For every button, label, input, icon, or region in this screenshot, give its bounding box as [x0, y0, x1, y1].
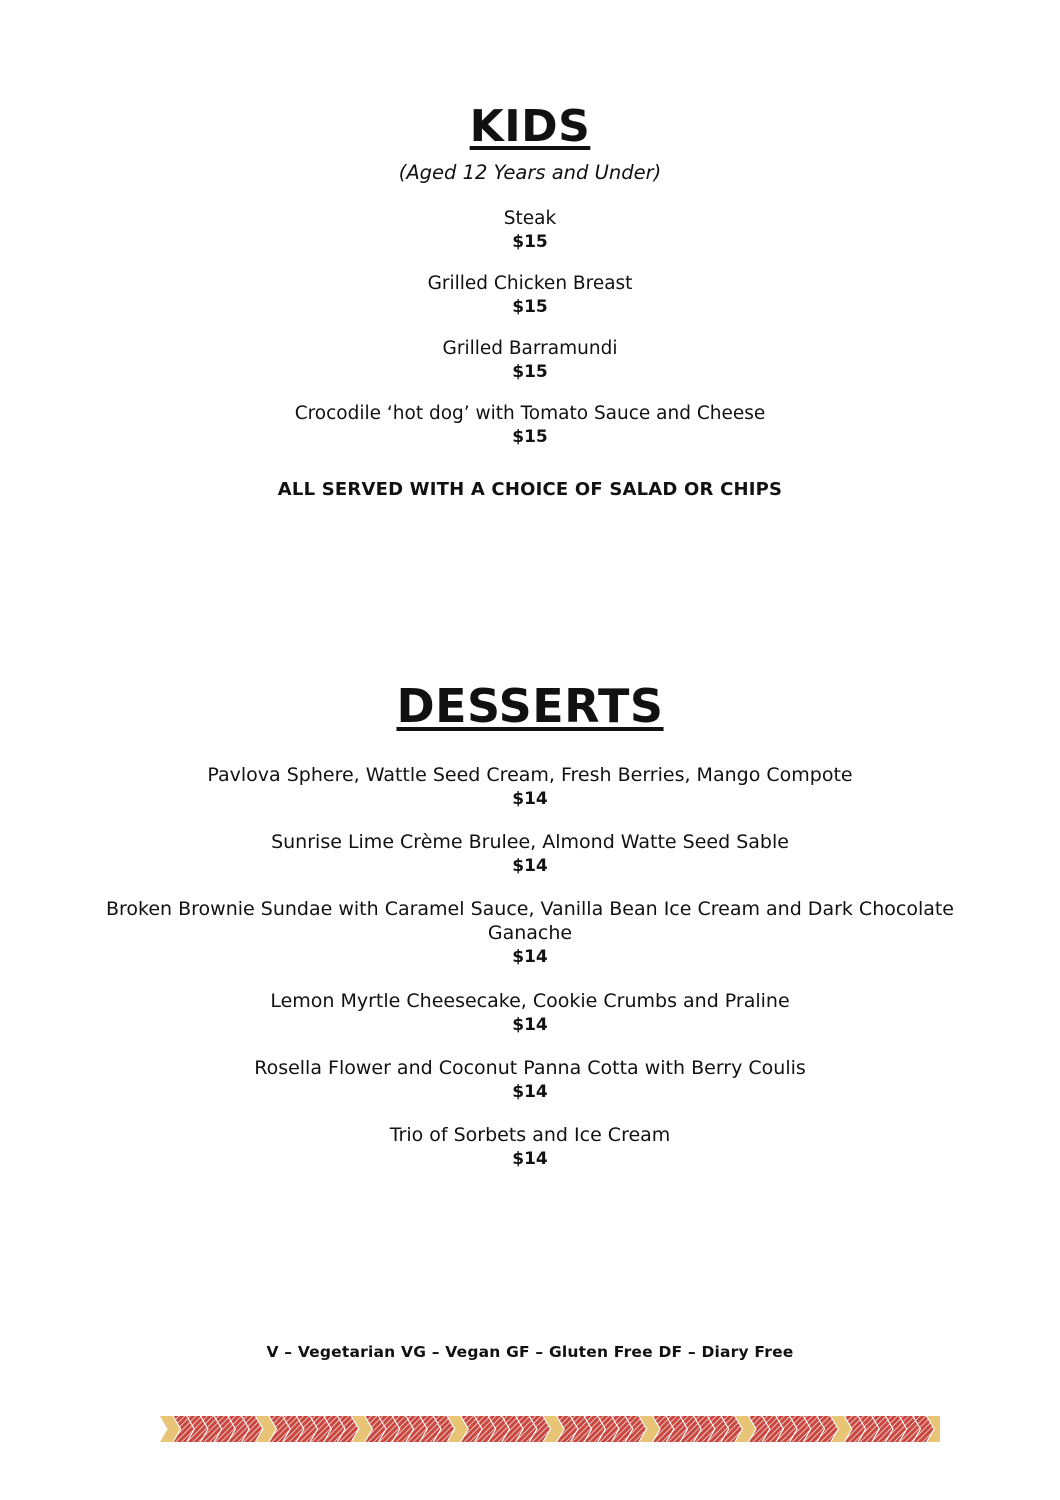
desserts-section [60, 679, 1000, 1170]
kids-subtitle: (Aged 12 Years and Under) [398, 161, 662, 185]
menu-item-price: $14 [512, 1149, 548, 1170]
menu-item-name: Grilled Chicken Breast [427, 272, 633, 294]
menu-item [60, 337, 1000, 383]
menu-item [60, 272, 1000, 318]
menu-item-price: $15 [512, 231, 548, 252]
menu-item-price: $15 [512, 296, 548, 317]
menu-item [60, 1123, 1000, 1170]
menu-item [60, 897, 1000, 968]
menu-item-price: $15 [512, 362, 548, 383]
menu-item [60, 402, 1000, 448]
menu-item-name: Crocodile ‘hot dog’ with Tomato Sauce and Cheese [294, 403, 766, 425]
menu-item-price: $14 [512, 856, 548, 877]
menu-item [60, 763, 1000, 810]
desserts-title: DESSERTS [396, 679, 664, 734]
menu-item-name: Sunrise Lime Crème Brulee, Almond Watte Seed Sable [271, 830, 789, 853]
menu-item-name: Pavlova Sphere, Wattle Seed Cream, Fresh Berries, Mango Compote [207, 763, 853, 786]
menu-item [60, 830, 1000, 877]
menu-item-name: Rosella Flower and Coconut Panna Cotta with Berry Coulis [254, 1056, 806, 1079]
menu-item [60, 207, 1000, 253]
menu-item-name: Trio of Sorbets and Ice Cream [389, 1123, 671, 1146]
chevron-ornament-icon [160, 1412, 940, 1446]
menu-item-name: Broken Brownie Sundae with Caramel Sauce, Vanilla Bean Ice Cream and Dark Chocolate Ganache [105, 898, 955, 945]
menu-item-name: Lemon Myrtle Cheesecake, Cookie Crumbs and Praline [270, 989, 790, 1012]
menu-item-price: $14 [512, 1081, 548, 1102]
dietary-legend: V – Vegetarian VG – Vegan GF – Gluten Free DF – Diary Free [266, 1343, 794, 1361]
menu-item-price: $14 [512, 947, 548, 968]
menu-item-price: $14 [512, 1014, 548, 1035]
menu-item [60, 989, 1000, 1036]
kids-item-list [60, 207, 1000, 449]
menu-item-name: Grilled Barramundi [442, 338, 618, 360]
kids-title: KIDS [469, 101, 591, 152]
kids-section [60, 0, 1000, 500]
menu-item-price: $15 [512, 427, 548, 448]
desserts-item-list [60, 763, 1000, 1170]
menu-item [60, 1056, 1000, 1103]
kids-serving-note: ALL SERVED WITH A CHOICE OF SALAD OR CHIPS [277, 479, 783, 501]
menu-item-price: $14 [512, 788, 548, 809]
menu-item-name: Steak [503, 207, 557, 229]
